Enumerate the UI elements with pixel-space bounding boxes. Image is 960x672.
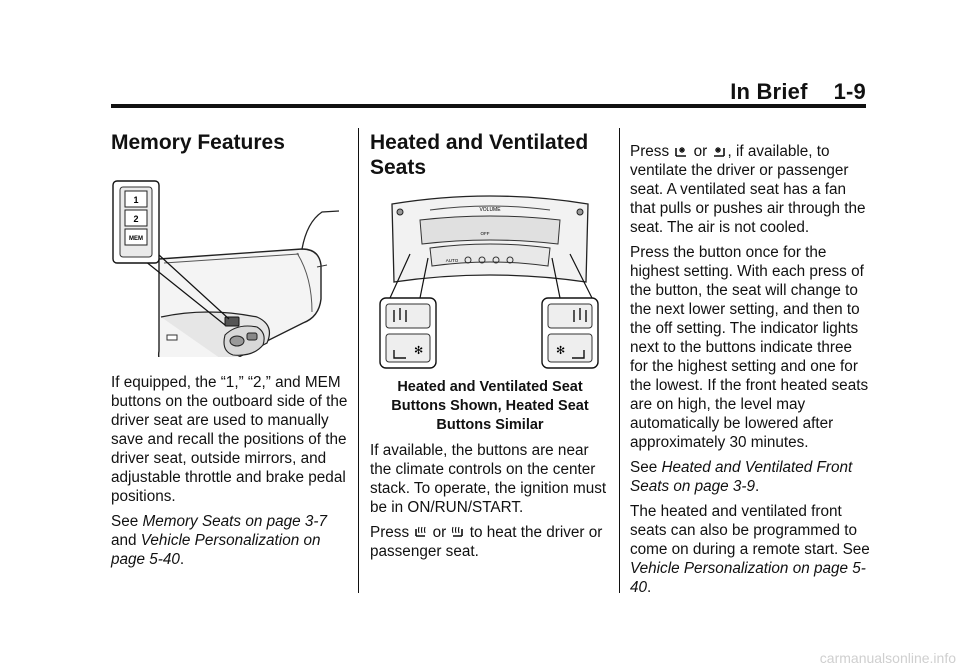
see-label: See — [111, 513, 143, 530]
column-memory-features — [111, 130, 349, 575]
heated-seats-heading: Heated and Ventilated Seats — [370, 131, 589, 179]
memory-features-text: If equipped, the “1,” “2,” and MEM buttons on the outboard side of the driver seat are used to manually save and recall the positions of the driver seat, outside mirrors, and adjustable throttle and brake pedal positions. — [111, 374, 348, 505]
fan-icon: ✻ — [556, 344, 566, 357]
heated-seats-see-also — [630, 458, 870, 496]
ventilate-instruction: , if available, to ventilate the driver or passenger seat. A ventilated seat has a fan that pulls or pushes air through the seat. The air is not cooled. — [630, 143, 866, 236]
page-number: 1-9 — [833, 79, 866, 104]
auto-label: AUTO — [445, 258, 459, 263]
ref-vehicle-personalization: Vehicle Personalization on page 5-40 — [111, 532, 321, 568]
heated-seats-press-text — [370, 523, 610, 561]
remote-start-sentence: The heated and ventilated front seats can also be programmed to come on during a remote start. — [630, 503, 858, 558]
ref-vehicle-personalization: Vehicle Personalization on page 5-40 — [630, 560, 866, 596]
off-label: OFF — [480, 231, 490, 236]
heated-seat-passenger-icon — [451, 524, 464, 540]
or-label: or — [428, 524, 451, 541]
memory-button-mem: MEM — [129, 236, 143, 242]
memory-button-1: 1 — [133, 195, 139, 205]
watermark: carmanualsonline.info — [819, 650, 956, 666]
memory-seat-illustration — [107, 167, 342, 357]
column-divider — [358, 128, 359, 593]
ventilated-seats-press-text — [630, 142, 870, 237]
or-label: or — [689, 143, 712, 160]
column-divider — [619, 128, 620, 593]
see-label: See — [630, 459, 662, 476]
column-heated-seats — [370, 130, 610, 567]
section-title: In Brief — [730, 79, 808, 104]
press-label: Press — [630, 143, 674, 160]
memory-button-2: 2 — [133, 214, 139, 224]
period: . — [755, 478, 760, 495]
heated-seats-text: If available, the buttons are near the climate controls on the center stack. To operate, the ignition must be in ON/RUN/START. — [370, 442, 607, 516]
volume-label: VOLUME — [479, 207, 501, 213]
and-label: and — [111, 532, 141, 549]
heat-instruction: to heat the driver or passenger seat. — [370, 524, 603, 560]
see-label: See — [842, 541, 870, 558]
column-ventilated-seats — [630, 142, 870, 603]
memory-features-heading: Memory Features — [111, 131, 285, 154]
ref-heated-ventilated-seats: Heated and Ventilated Front Seats on page 3-9 — [630, 459, 853, 495]
remote-start-text — [630, 502, 870, 597]
memory-features-see-also — [111, 512, 349, 569]
settings-text: Press the button once for the highest setting. With each press of the button, the seat will change to the next lower setting, and then to the off setting. The indicator lights next to the buttons indicate three for the highest setting and one for the lowest. If the front heated seats are on high, the level may automatically be lowered after approximately 30 minutes. — [630, 244, 869, 451]
ref-memory-seats: Memory Seats on page 3-7 — [142, 513, 327, 530]
fan-icon: ✻ — [414, 344, 424, 357]
period: . — [647, 579, 652, 596]
period: . — [179, 551, 185, 568]
ventilated-seat-passenger-icon — [712, 143, 726, 159]
header-rule — [111, 104, 866, 108]
press-label: Press — [370, 524, 414, 541]
ventilated-seat-driver-icon — [674, 143, 688, 159]
heated-seat-driver-icon — [414, 524, 427, 540]
figure-caption: Heated and Ventilated Seat Buttons Shown, Heated Seat Buttons Similar — [391, 379, 589, 433]
page-header — [730, 79, 866, 105]
climate-panel-illustration — [370, 190, 610, 370]
